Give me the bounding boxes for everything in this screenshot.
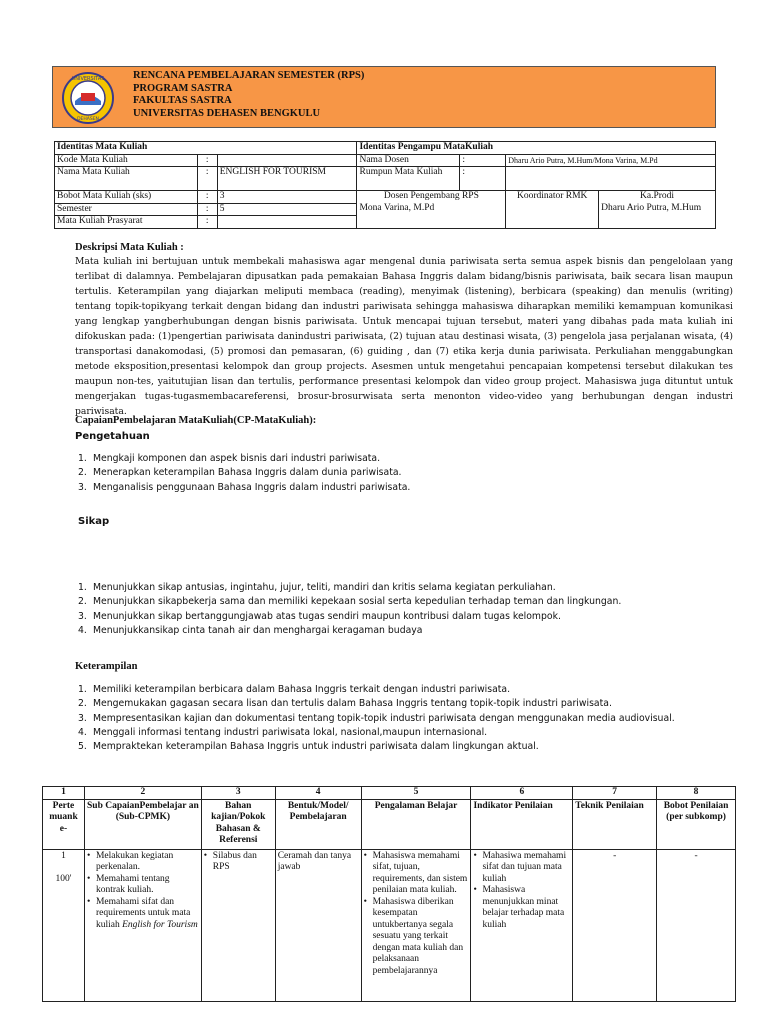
kaprodi-label: Ka.Prodi bbox=[640, 191, 675, 201]
col-header: Bahan kajian/Pokok Bahasan & Referensi bbox=[201, 799, 275, 849]
column-number-row: 1 2 3 4 5 6 7 8 bbox=[43, 787, 736, 800]
pengembang-value: Mona Varina, M.Pd bbox=[359, 202, 435, 213]
bobot-label: Bobot Mata Kuliah (sks) bbox=[55, 191, 198, 204]
col-header: Bobot Penilaian (per subkomp) bbox=[657, 799, 736, 849]
pertemuan-cell: 1 100' bbox=[43, 849, 85, 1001]
document-header bbox=[52, 66, 716, 128]
sikap-title: Sikap bbox=[78, 516, 110, 527]
pengembang-cell bbox=[357, 191, 506, 229]
kode-label: Kode Mata Kuliah bbox=[55, 154, 198, 167]
header-program: PROGRAM SASTRA bbox=[133, 82, 233, 94]
svg-text:DEHASEN: DEHASEN bbox=[77, 117, 99, 122]
cp-title: CapaianPembelajaran MataKuliah(CP-MataKuliah): bbox=[75, 415, 317, 426]
university-logo-icon bbox=[61, 71, 115, 125]
table-row bbox=[43, 849, 736, 1001]
bahan-cell: • Silabus dan RPS bbox=[201, 849, 275, 1001]
identity-table: Identitas Mata Kuliah Identitas Pengampu MataKuliah Kode Mata Kuliah : Nama Dosen : Dharu Ario Putra, M.Hum/Mona Varina, M.Pd Nama Mata Kuliah : ENGLISH FOR TOURISM Rumpun Mata Kuliah : Bobot Mata Kuliah (sks) : 3 Dosen Pengembang RPS Mona Varina, M.Pd Koordinator RMK Ka.Prodi Dharu Ario Putra, M.Hum Semester : 5 Mata Kuliah Prasyarat : bbox=[54, 141, 716, 229]
list-item: 2. Menerapkan keterampilan Bahasa Inggris dalam dunia pariwisata. bbox=[78, 467, 402, 479]
nama-value: ENGLISH FOR TOURISM bbox=[217, 167, 357, 191]
rumpun-label: Rumpun Mata Kuliah bbox=[357, 167, 460, 191]
bobot-cell: - bbox=[657, 849, 736, 1001]
right-title: Identitas Pengampu MataKuliah bbox=[357, 142, 716, 155]
dosen-label: Nama Dosen bbox=[357, 154, 460, 167]
keterampilan-title: Keterampilan bbox=[75, 661, 138, 672]
list-item: 1. Mengkaji komponen dan aspek bisnis dari industri pariwisata. bbox=[78, 453, 381, 464]
koordinator-label: Koordinator RMK bbox=[506, 191, 599, 229]
list-item: 2. Menunjukkan sikapbekerja sama dan memiliki kepekaan sosial serta kepedulian terhadap teman dan lingkungan. bbox=[78, 596, 622, 608]
prasyarat-label: Mata Kuliah Prasyarat bbox=[55, 216, 198, 229]
col-header: Perte muank e- bbox=[43, 799, 85, 849]
list-item: 1. Memiliki keterampilan berbicara dalam Bahasa Inggris terkait dengan industri pariwisata. bbox=[78, 684, 511, 695]
rps-table bbox=[42, 786, 736, 1002]
bentuk-cell: Ceramah dan tanya jawab bbox=[275, 849, 361, 1001]
kaprodi-value: Dharu Ario Putra, M.Hum bbox=[601, 202, 702, 213]
header-title: RENCANA PEMBELAJARAN SEMESTER (RPS) bbox=[133, 70, 365, 81]
list-item: 3. Menunjukkan sikap bertanggungjawab atas tugas sendiri maupun kontribusi dalam tugas kelompok. bbox=[78, 610, 561, 622]
list-item: 5. Mempraktekan keterampilan Bahasa Inggris untuk industri pariwisata dalam lingkungan aktual. bbox=[78, 741, 539, 753]
deskripsi-text: Mata kuliah ini bertujuan untuk membekali mahasiswa agar mengenal dunia pariwisata serta semua aspek bisnis dan pengelolaan yang terlibat di dalamnya. Pembelajaran dipusatkan pada pemakaian Bahasa Inggris dalam bidang/bisnis pariwisata, baik secara lisan maupun tertulis. Keterampilan yang diajarkan meliputi membaca (reading), menyimak (listening), berbicara (speaking) dan menulis (writing) tentang topik-topikyang terkait dengan bidang dan industri pariwisata sehingga mahasiswa diharapkan memiliki kemampuan komunikasi yang lengkap yangberhubungan dengan bisnis pariwisata. Untuk mencapai tujuan tersebut, materi yang dibahas pada mata kuliah ini difokuskan pada: (1)pengertian pariwisata danindustri pariwisata, (2) tujuan atau destinasi wisata, (3) pengelola jasa perjalanan wisata, (4) transportasi danakomodasi, (5) promosi dan pemasaran, (6) guiding , dan (7) etika kerja dunia pariwisata. Perkuliahan menggabungkan metode eksposition,presentasi kelompok dan group projects. Asesmen untuk mengetahui pencapaian kompetensi tersebut dilakukan tes maupun non-tes, yaitutujian lisan dan tertulis, performance presentasi kelompok dan video group project. Mahasiswa juga dituntut untuk mengerjakan tugas-tugasmembacareferensi, brosur-brosurwisata serta menonton video-video yang berhubungan dengan industri pariwisata. bbox=[75, 256, 733, 417]
kaprodi-cell bbox=[599, 191, 716, 229]
list-item: 3. Mempresentasikan kajian dan dokumentasi tentang topik-topik industri pariwisata dengan menggunakan media audiovisual. bbox=[78, 712, 675, 724]
list-item: 3. Menganalisis penggunaan Bahasa Inggris dalam industri pariwisata. bbox=[78, 481, 411, 493]
svg-text:UNIVERSITAS: UNIVERSITAS bbox=[71, 76, 105, 82]
col-header: Teknik Penilaian bbox=[573, 799, 657, 849]
header-title-block bbox=[133, 70, 364, 120]
list-item: 1. Menunjukkan sikap antusias, ingintahu, jujur, teliti, mandiri dan kritis selama kegiatan perkuliahan. bbox=[78, 582, 556, 593]
semester-label: Semester bbox=[55, 203, 198, 216]
bobot-value: 3 bbox=[217, 191, 357, 204]
col-header: Pengalaman Belajar bbox=[361, 799, 471, 849]
indikator-cell: • Mahasiwa memahami sifat dan tujuan mata kuliah • Mahasiswa menunjukkan minat belajar terhadap mata kuliah bbox=[471, 849, 573, 1001]
list-item: 4. Menggali informasi tentang industri pariwisata lokal, nasional,maupun internasional. bbox=[78, 726, 488, 738]
table-header-row bbox=[43, 799, 736, 849]
pengalaman-cell: • Mahasiswa memahami sifat, tujuan, requirements, dan sistem penilaian mata kuliah. • Mahasiswa diberikan kesempatan untukbertanya segala sesuatu yang terkait dengan mata kuliah dan pelaksanaan pembelajarannya bbox=[361, 849, 471, 1001]
col-header: Sub CapaianPembelajar an (Sub-CPMK) bbox=[84, 799, 201, 849]
header-university: UNIVERSITAS DEHASEN BENGKULU bbox=[133, 107, 321, 119]
deskripsi-title: Deskripsi Mata Kuliah : bbox=[75, 242, 184, 253]
nama-label: Nama Mata Kuliah bbox=[55, 167, 198, 191]
pengetahuan-list bbox=[78, 452, 738, 495]
keterampilan-list bbox=[78, 683, 738, 754]
sikap-list bbox=[78, 581, 738, 638]
semester-value: 5 bbox=[217, 203, 357, 216]
list-item: 4. Menunjukkansikap cinta tanah air dan menghargai keragaman budaya bbox=[78, 624, 423, 636]
pengetahuan-title: Pengetahuan bbox=[75, 431, 150, 442]
col-header: Indikator Penilaian bbox=[471, 799, 573, 849]
header-faculty: FAKULTAS SASTRA bbox=[133, 95, 232, 106]
left-title: Identitas Mata Kuliah bbox=[55, 142, 357, 155]
teknik-cell: - bbox=[573, 849, 657, 1001]
list-item: 2. Mengemukakan gagasan secara lisan dan tertulis dalam Bahasa Inggris tentang topik-topik industri pariwisata. bbox=[78, 698, 612, 710]
sub-cpmk-cell: • Melakukan kegiatan perkenalan. • Memahami tentang kontrak kuliah. • Memahami sifat dan requirements untuk mata kuliah English for Tourism bbox=[84, 849, 201, 1001]
pengembang-label: Dosen Pengembang RPS bbox=[383, 191, 479, 201]
dosen-value: Dharu Ario Putra, M.Hum/Mona Varina, M.Pd bbox=[506, 154, 716, 167]
col-header: Bentuk/Model/ Pembelajaran bbox=[275, 799, 361, 849]
